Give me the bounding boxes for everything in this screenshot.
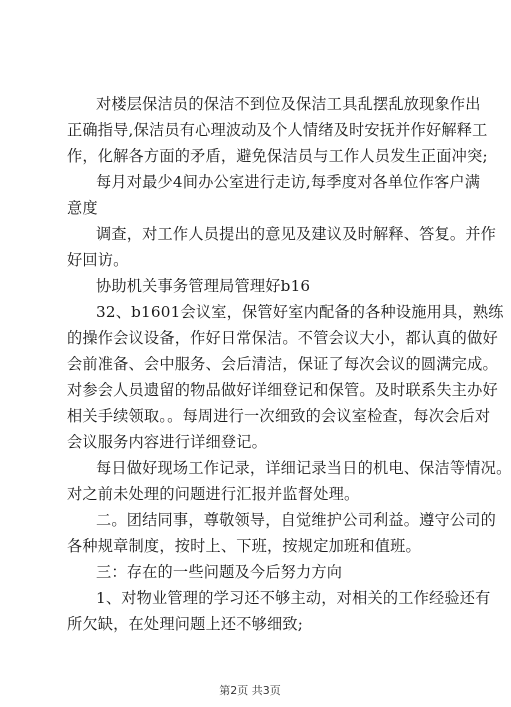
paragraph-line: 对之前未处理的问题进行汇报并监督处理。 xyxy=(67,485,360,503)
paragraph-line: 好回访。 xyxy=(67,251,129,269)
paragraph-line: 协助机关事务管理局管理好b16 xyxy=(96,277,311,295)
paragraph-line: 32、b1601会议室，保管好室内配备的各种设施用具，熟练 xyxy=(96,303,504,321)
paragraph-line: 1、对物业管理的学习还不够主动，对相关的工作经验还有 xyxy=(96,589,491,607)
paragraph-line: 会前准备、会中服务、会后清洁，保证了每次会议的圆满完成。 xyxy=(67,355,498,373)
paragraph-line: 对楼层保洁员的保洁不到位及保洁工具乱摆乱放现象作出 xyxy=(96,95,481,113)
paragraph-line: 的操作会议设备，作好日常保洁。不管会议大小，都认真的做好 xyxy=(67,329,498,347)
paragraph-line: 对参会人员遗留的物品做好详细登记和保管。及时联系失主办好 xyxy=(67,381,498,399)
section-heading: 三：存在的一些问题及今后努力方向 xyxy=(96,563,343,581)
paragraph-line: 二。团结同事，尊敬领导，自觉维护公司利益。遵守公司的 xyxy=(96,511,497,529)
paragraph-line: 调查，对工作人员提出的意见及建议及时解释、答复。并作 xyxy=(96,225,497,243)
paragraph-line: 正确指导,保洁员有心理波动及个人情绪及时安抚并作好解释工 xyxy=(67,121,488,139)
paragraph-line: 所欠缺，在处理问题上还不够细致; xyxy=(67,615,304,633)
paragraph-line: 意度 xyxy=(67,199,98,217)
paragraph-line: 会议服务内容进行详细登记。 xyxy=(67,433,268,451)
paragraph-line: 各种规章制度，按时上、下班，按规定加班和值班。 xyxy=(67,537,421,555)
page-number-footer: 第2页 共3页 xyxy=(219,684,281,697)
paragraph-line: 作，化解各方面的矛盾，避免保洁员与工作人员发生正面冲突; xyxy=(67,147,488,165)
paragraph-line: 每日做好现场工作记录，详细记录当日的机电、保洁等情况。 xyxy=(96,459,511,477)
paragraph-line: 每月对最少4间办公室进行走访,每季度对各单位作客户满 xyxy=(96,173,481,191)
paragraph-line: 相关手续领取。。每周进行一次细致的会议室检查，每次会后对 xyxy=(67,407,491,425)
